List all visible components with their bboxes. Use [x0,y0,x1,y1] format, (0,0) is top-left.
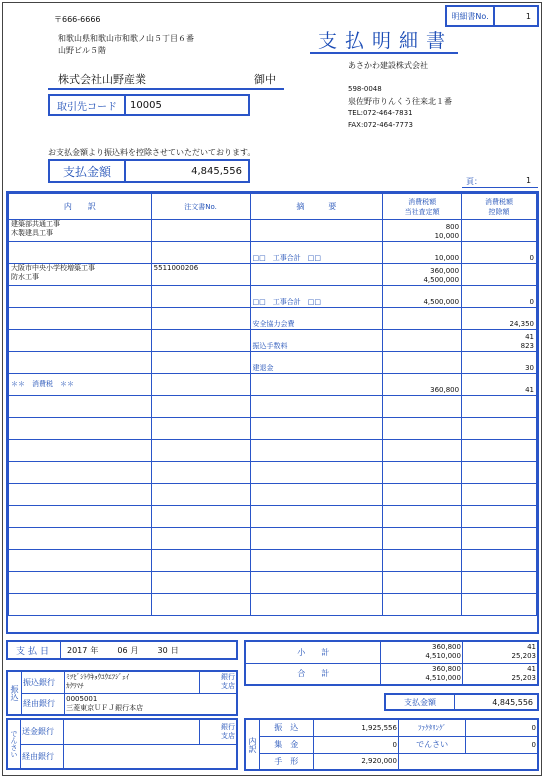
table-row [9,352,537,374]
table-row [9,242,537,264]
page-label: 頁： [466,177,482,186]
cell-deduction [462,352,537,374]
cell-description [9,572,152,594]
cell-summary [250,352,383,374]
transfer-bank-name [65,671,200,693]
cell-deduction [462,308,537,330]
table-row [9,550,537,572]
cell-text: ＊＊ 消費税 ＊＊ [11,380,74,388]
cell-description [9,352,152,374]
cell-description [9,374,152,396]
cell-order-no [151,242,250,264]
cell-text: 0 [529,254,534,262]
subtotal-deduction [462,641,538,663]
via-bank-row [7,693,237,715]
total-ded1: 41 [527,664,536,673]
breakdown-row-1 [245,719,538,736]
densai-branch-suffix: 支店 [221,731,235,740]
cell-summary [250,220,383,242]
breakdown-row-3 [245,753,538,770]
cell-order-no [151,462,250,484]
densai-send-label: 送金銀行 [21,719,64,744]
subtotal-row [245,641,538,663]
deduction-notice: お支払金額より振込料を控除させていただいております。 [48,148,256,157]
cell-text: 41 [525,333,534,341]
breakdown-empty [398,753,538,770]
detail-table [8,193,537,616]
cell-text: 木製建具工事 [11,229,53,237]
payment-amount-label: 支払金額 [50,161,126,181]
cell-text: 0 [529,298,534,306]
via-bank-name: 三菱東京ＵＦＪ銀行本店 [66,703,144,712]
header-description: 内 訳 [9,194,152,220]
cell-description [9,550,152,572]
transfer-bank-table [6,670,238,716]
breakdown-densai-value: 0 [466,736,538,753]
cell-order-no [151,506,250,528]
cell-description [9,418,152,440]
cell-deduction [462,286,537,308]
cell-amount [383,330,462,352]
issuer-tel: TEL:072-464-7831 [348,109,413,117]
cell-deduction [462,550,537,572]
table-row [9,264,537,286]
cell-order-no [151,594,250,616]
recipient-address1: 和歌山県和歌山市和歌ノ山５丁目６番 [58,34,194,43]
cell-amount [383,308,462,330]
subtotal-ded2: 25,203 [511,652,536,661]
payment-amount-value: 4,845,556 [191,165,242,177]
cell-order-no [151,308,250,330]
cell-text: 建退金 [252,364,274,372]
statement-no-box [445,5,539,27]
issuer-postal: 598-0048 [348,85,382,93]
cell-summary [250,440,383,462]
statement-no-label: 明細書No. [447,7,495,25]
table-row [9,286,537,308]
cell-amount [383,594,462,616]
total-label: 合 計 [245,663,381,685]
cell-description [9,594,152,616]
transfer-bank-label: 振込銀行 [22,671,65,693]
pay-date-day-unit: 日 [170,645,179,655]
cell-text: 30 [525,364,534,372]
recipient-underline [48,88,284,90]
bank-suffix: 銀行 [221,673,235,682]
cell-text: 大阪市中央小学校増築工事 [11,264,95,272]
cell-deduction [462,418,537,440]
cell-text: 安全協力会費 [252,320,295,328]
densai-bank-suffix: 銀行 [221,722,235,731]
client-code-value: 10005 [130,99,162,111]
cell-description [9,506,152,528]
pay-date-year-unit: 年 [90,645,99,655]
cell-deduction [462,462,537,484]
densai-bank-table [6,718,238,770]
cell-text: 4,500,000 [423,276,460,284]
cell-summary [250,330,383,352]
cell-deduction [462,220,537,242]
subtotal-amt2: 4,510,000 [425,652,461,661]
transfer-bank-name-line: ﾐﾂﾋﾞｼﾄｳｷｮｳﾕｳｴﾌｼﾞｪｲ [66,673,130,682]
cell-summary [250,286,383,308]
breakdown-note-value: 2,920,000 [313,753,398,770]
densai-send-value [64,719,200,744]
header-order-no: 注文書No. [151,194,250,220]
cell-amount [383,264,462,286]
cell-deduction [462,528,537,550]
cell-amount [383,396,462,418]
cell-amount [383,374,462,396]
cell-order-no [151,352,250,374]
table-row [9,594,537,616]
cell-text: 10,000 [434,232,460,240]
breakdown-factoring-label: ﾌｧｸﾀﾘﾝｸﾞ [398,719,465,736]
table-row [9,484,537,506]
cell-order-no [151,264,250,286]
cell-deduction [462,396,537,418]
header-deduct-line2: 控除額 [488,207,510,216]
cell-description [9,220,152,242]
cell-text: 4,500,000 [423,298,460,306]
recipient-company: 株式会社山野産業 [58,73,146,86]
total-amount [381,663,463,685]
client-code-box [48,94,250,116]
cell-amount [383,352,462,374]
issuer-address: 泉佐野市りんくう往来北１番 [348,97,452,106]
pay-date-label: 支払日 [8,642,61,658]
breakdown-collect-value: 0 [313,736,398,753]
via-bank-info [65,693,237,715]
cell-text: 41 [525,386,534,394]
subtotal-amount [381,641,463,663]
cell-text: 防水工事 [11,273,39,281]
cell-description [9,484,152,506]
cell-description [9,330,152,352]
pay-date-day: 30 [157,645,168,655]
table-row [9,440,537,462]
cell-amount [383,550,462,572]
cell-amount [383,220,462,242]
cell-summary [250,528,383,550]
payment-amount2-box [384,693,539,711]
cell-text: 5511000206 [153,264,199,272]
cell-deduction [462,506,537,528]
cell-summary [250,308,383,330]
breakdown-factoring-value: 0 [466,719,538,736]
cell-summary [250,550,383,572]
densai-suffix [199,719,237,744]
densai-via-row [7,744,237,769]
header-tax-line2: 当社査定額 [404,207,440,216]
cell-amount [383,418,462,440]
cell-amount [383,528,462,550]
table-row [9,330,537,352]
cell-deduction [462,484,537,506]
subtotal-amt1: 360,800 [432,643,461,652]
breakdown-transfer-label: 振 込 [260,719,314,736]
cell-order-no [151,440,250,462]
total-amt2: 4,510,000 [425,673,461,682]
transfer-side-label: 振込 [7,671,22,715]
cell-deduction [462,242,537,264]
cell-amount [383,484,462,506]
breakdown-row-2 [245,736,538,753]
cell-summary [250,594,383,616]
breakdown-collect-label: 集 金 [260,736,314,753]
cell-order-no [151,220,250,242]
header-summary: 摘 要 [250,194,383,220]
cell-summary [250,572,383,594]
table-row [9,374,537,396]
table-header-row [9,194,537,220]
cell-summary [250,484,383,506]
densai-via-label: 経由銀行 [21,744,64,769]
payment-amount2-label: 支払金額 [386,695,455,709]
document-title: 支払明細書 [318,30,454,52]
table-row [9,506,537,528]
cell-description [9,308,152,330]
cell-text: 800 [445,223,460,231]
cell-description [9,462,152,484]
cell-summary [250,264,383,286]
total-row [245,663,538,685]
cell-text: 360,800 [430,386,460,394]
cell-text: 360,000 [430,267,460,275]
breakdown-transfer-value: 1,925,556 [313,719,398,736]
header-tax-assessed [383,194,462,220]
pay-date-year: 2017 [67,645,88,655]
cell-order-no [151,528,250,550]
cell-amount [383,506,462,528]
cell-description [9,528,152,550]
cell-deduction [462,440,537,462]
cell-deduction [462,374,537,396]
cell-summary [250,396,383,418]
cell-order-no [151,396,250,418]
cell-description [9,286,152,308]
page-value: 1 [526,176,532,185]
breakdown-note-label: 手 形 [260,753,314,770]
cell-summary [250,242,383,264]
client-code-label: 取引先コード [50,96,126,114]
transfer-bank-row [7,671,237,693]
cell-amount [383,440,462,462]
via-bank-label: 経由銀行 [22,693,65,715]
statement-no-value: 1 [525,11,531,21]
table-row [9,308,537,330]
total-amt1: 360,800 [432,664,461,673]
branch-suffix: 支店 [221,682,235,691]
table-row [9,396,537,418]
cell-summary [250,506,383,528]
cell-description [9,440,152,462]
breakdown-side-label: 内訳 [245,719,260,770]
table-row [9,418,537,440]
table-row [9,572,537,594]
totals-table [244,640,539,686]
cell-order-no [151,572,250,594]
total-ded2: 25,203 [511,673,536,682]
breakdown-table [244,718,539,771]
cell-description [9,264,152,286]
cell-text: □□ 工事合計 □□ [252,254,321,262]
cell-deduction [462,594,537,616]
subtotal-label: 小 計 [245,641,381,663]
pay-date-month-unit: 月 [130,645,139,655]
recipient-postal: 〒666-6666 [54,15,101,24]
densai-send-row [7,719,237,744]
cell-amount [383,242,462,264]
page-underline [462,187,538,188]
subtotal-ded1: 41 [527,643,536,652]
cell-text: 24,350 [509,320,534,328]
via-bank-code: 0005001 [66,694,98,703]
densai-side-label: でんさい [7,719,21,769]
cell-deduction [462,330,537,352]
cell-text: 振込手数料 [252,342,288,350]
recipient-address2: 山野ビル５階 [58,46,106,55]
header-deduct-line1: 消費税額 [485,197,514,206]
table-row [9,220,537,242]
cell-deduction [462,572,537,594]
cell-text: 823 [520,342,534,350]
table-row [9,528,537,550]
cell-order-no [151,286,250,308]
densai-via-value [64,744,237,769]
recipient-honorific: 御中 [254,73,276,86]
cell-deduction [462,264,537,286]
payment-amount2-value: 4,845,556 [492,697,533,707]
issuer-name: あさかわ建設株式会社 [348,61,428,70]
title-underline [310,52,458,54]
table-row [9,462,537,484]
cell-text: 10,000 [434,254,460,262]
cell-order-no [151,484,250,506]
cell-text: □□ 工事合計 □□ [252,298,321,306]
total-deduction [462,663,538,685]
cell-amount [383,462,462,484]
pay-date-month: 06 [117,645,128,655]
payment-amount-box [48,159,250,183]
cell-description [9,396,152,418]
cell-text: 建築部共通工事 [11,220,60,228]
pay-date-box [6,640,238,660]
header-deduction [462,194,537,220]
cell-order-no [151,374,250,396]
transfer-bank-branch: ｶｸﾜﾏﾁ [66,682,84,691]
transfer-bank-suffix [200,671,237,693]
cell-order-no [151,418,250,440]
cell-summary [250,418,383,440]
issuer-fax: FAX:072-464-7773 [348,121,413,129]
header-tax-line1: 消費税額 [408,197,437,206]
cell-summary [250,462,383,484]
breakdown-densai-label: でんさい [398,736,465,753]
cell-summary [250,374,383,396]
cell-amount [383,286,462,308]
cell-amount [383,572,462,594]
cell-order-no [151,550,250,572]
cell-order-no [151,330,250,352]
cell-description [9,242,152,264]
pay-date-value [61,642,179,658]
